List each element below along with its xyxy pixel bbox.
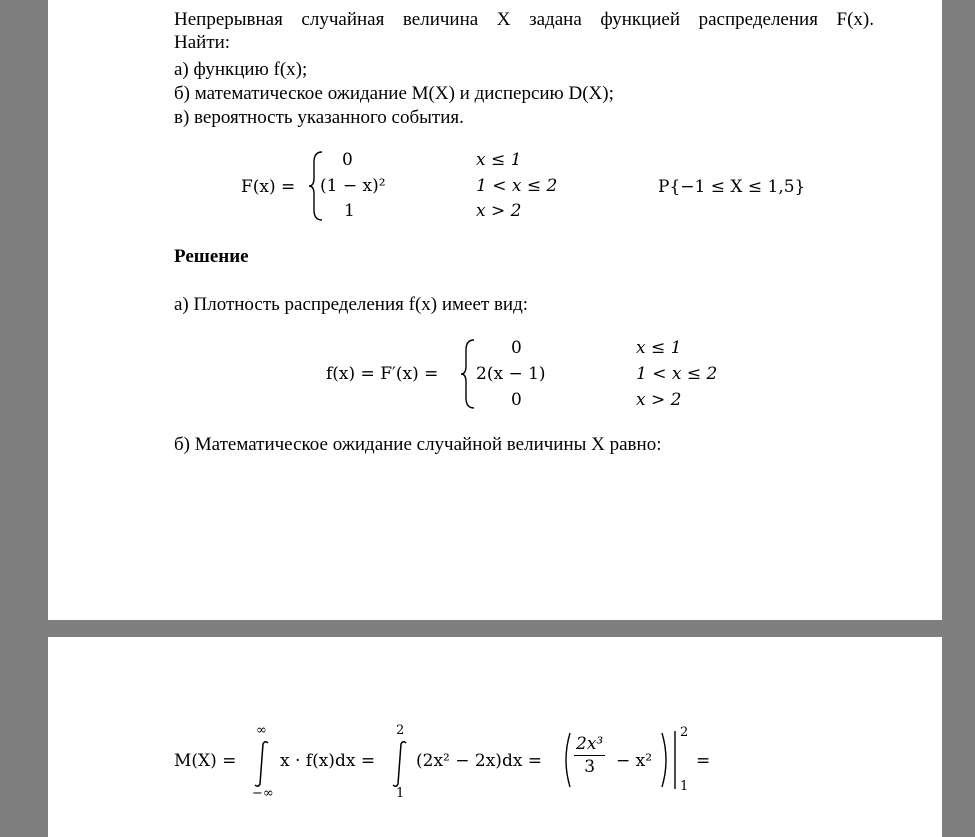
formula-equals: = xyxy=(696,751,711,771)
density-case-value: 2(x − 1) xyxy=(476,364,546,384)
density-case-value: 0 xyxy=(511,390,522,410)
integrand-1: x · f(x)dx = xyxy=(280,751,376,771)
given-case-value: (1 − x)² xyxy=(320,176,386,196)
density-lhs: f(x) = F′(x) = xyxy=(326,364,439,384)
integral-lower-limit: 1 xyxy=(396,786,405,801)
integrand-2: (2x² − 2x)dx = xyxy=(416,751,543,771)
antiderivative-tail: − x² xyxy=(616,751,653,771)
fraction-numerator: 2x³ xyxy=(576,734,604,754)
evaluation-bar-icon xyxy=(672,729,678,791)
problem-line-2: Найти: xyxy=(174,32,231,53)
event-probability: P{−1 ≤ X ≤ 1,5} xyxy=(658,177,806,197)
given-case-value: 1 xyxy=(344,201,355,221)
density-case-condition: x > 2 xyxy=(636,390,682,410)
solution-part-a: а) Плотность распределения f(x) имеет вид: xyxy=(174,294,529,315)
given-case-condition: x ≤ 1 xyxy=(476,150,522,170)
integral-sign-icon xyxy=(390,740,410,788)
density-case-condition: x ≤ 1 xyxy=(636,338,682,358)
problem-line-1: Непрерывная случайная величина X задана функцией распределения F(x). xyxy=(174,9,874,30)
task-item-c: в) вероятность указанного события. xyxy=(174,107,464,128)
right-paren-icon xyxy=(660,731,672,789)
fraction-denominator: 3 xyxy=(584,757,596,777)
evaluation-upper-limit: 2 xyxy=(680,725,689,740)
integral-sign-icon xyxy=(252,740,272,788)
given-case-condition: x > 2 xyxy=(476,201,522,221)
given-case-value: 0 xyxy=(342,150,353,170)
document-page-1 xyxy=(48,0,942,620)
task-item-a: а) функцию f(x); xyxy=(174,59,308,80)
given-case-condition: 1 < x ≤ 2 xyxy=(476,176,558,196)
evaluation-lower-limit: 1 xyxy=(680,779,689,794)
density-case-condition: 1 < x ≤ 2 xyxy=(636,364,718,384)
integral-lower-limit: −∞ xyxy=(252,786,274,801)
antiderivative-fraction xyxy=(572,733,607,778)
left-brace-icon xyxy=(460,338,476,410)
density-case-value: 0 xyxy=(511,338,522,358)
solution-heading: Решение xyxy=(174,246,249,267)
formula-lhs: M(X) = xyxy=(174,751,237,771)
document-page-2 xyxy=(48,637,942,837)
solution-part-b: б) Математическое ожидание случайной величины X равно: xyxy=(174,434,662,455)
left-paren-icon xyxy=(560,731,572,789)
given-lhs: F(x) = xyxy=(241,177,296,197)
integral-upper-limit: 2 xyxy=(396,723,405,738)
integral-upper-limit: ∞ xyxy=(256,723,267,738)
task-item-b: б) математическое ожидание M(X) и дисперсию D(X); xyxy=(174,83,614,104)
